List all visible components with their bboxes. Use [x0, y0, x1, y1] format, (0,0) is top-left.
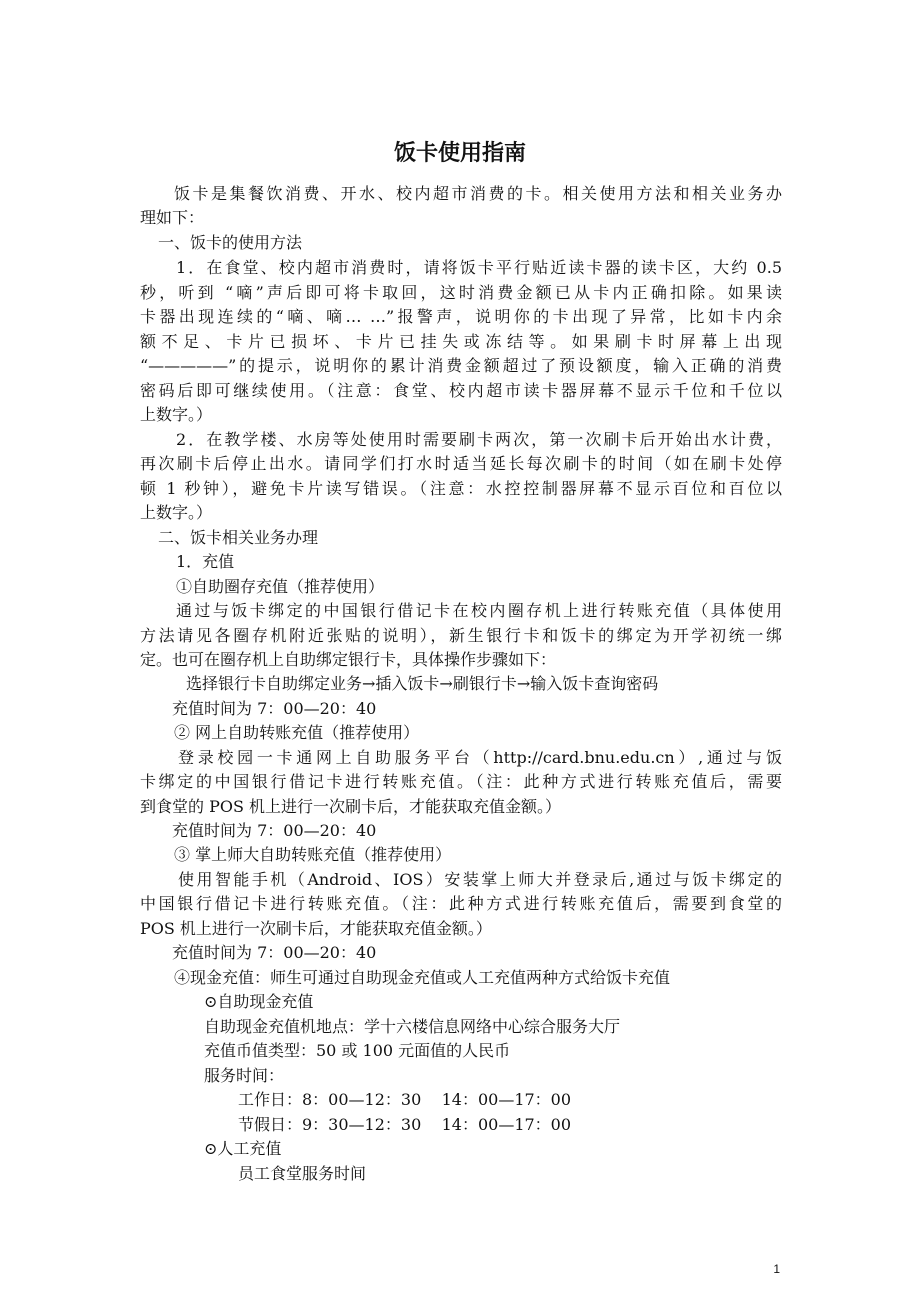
- schedule-line: 节假日：9：30—12：30 14：00—17：00: [238, 1115, 572, 1134]
- paragraph-line: 上数字。）: [140, 405, 213, 424]
- paragraph-line: 充值时间为 7：00—20：40: [172, 943, 377, 962]
- paragraph-line: 顿 1 秒钟），避免卡片读写错误。（注意：水控控制器屏幕不显示百位和百位以: [140, 479, 782, 498]
- paragraph-line: 秒，听到 “嘀”声后即可将卡取回，这时消费金额已从卡内正确扣除。如果读: [140, 283, 782, 302]
- item-heading: ③ 掌上师大自助转账充值（推荐使用）: [174, 845, 452, 864]
- paragraph-line: 到食堂的 POS 机上进行一次刷卡后，才能获取充值金额。）: [140, 797, 562, 816]
- paragraph-line: 使用智能手机（Android、IOS）安装掌上师大并登录后,通过与饭卡绑定的: [178, 870, 782, 889]
- paragraph-line: 充值币值类型：50 或 100 元面值的人民币: [204, 1041, 511, 1060]
- subsection-heading: 1．充值: [176, 552, 235, 571]
- paragraph-line: POS 机上进行一次刷卡后，才能获取充值金额。）: [140, 919, 492, 938]
- paragraph-line: 员工食堂服务时间: [238, 1164, 367, 1183]
- paragraph-line: 额不足、卡片已损坏、卡片已挂失或冻结等。如果刷卡时屏幕上出现: [140, 332, 782, 351]
- paragraph-line: 中国银行借记卡进行转账充值。（注：此种方式进行转账充值后，需要到食堂的: [140, 894, 782, 913]
- paragraph-line: 服务时间：: [204, 1066, 285, 1085]
- page-number: 1: [773, 1262, 780, 1276]
- subitem-heading: ⊙人工充值: [204, 1139, 282, 1158]
- paragraph-line: 选择银行卡自助绑定业务→插入饭卡→刷银行卡→输入饭卡查询密码: [186, 674, 659, 693]
- paragraph-line: 2．在教学楼、水房等处使用时需要刷卡两次，第一次刷卡后开始出水计费，: [176, 430, 782, 449]
- paragraph-line: “—————”的提示，说明你的累计消费金额超过了预设额度，输入正确的消费: [140, 356, 782, 375]
- paragraph-line: 饭卡是集餐饮消费、开水、校内超市消费的卡。相关使用方法和相关业务办: [174, 184, 782, 203]
- paragraph-line: 卡绑定的中国银行借记卡进行转账充值。（注：此种方式进行转账充值后，需要: [140, 772, 782, 791]
- paragraph-line: 定。也可在圈存机上自助绑定银行卡，具体操作步骤如下：: [140, 650, 557, 669]
- paragraph-line: 理如下：: [140, 208, 205, 227]
- item-heading: ①自助圈存充值（推荐使用）: [176, 577, 385, 596]
- paragraph-line: 1．在食堂、校内超市消费时，请将饭卡平行贴近读卡器的读卡区，大约 0.5: [176, 258, 782, 277]
- subitem-heading: ⊙自助现金充值: [204, 992, 314, 1011]
- paragraph-line: 自助现金充值机地点：学十六楼信息网络中心综合服务大厅: [204, 1017, 621, 1036]
- item-heading: ② 网上自助转账充值（推荐使用）: [174, 723, 420, 742]
- paragraph-line: 充值时间为 7：00—20：40: [172, 699, 377, 718]
- paragraph-line: 方法请见各圈存机附近张贴的说明），新生银行卡和饭卡的绑定为开学初统一绑: [140, 626, 782, 645]
- item-heading: ④现金充值：师生可通过自助现金充值或人工充值两种方式给饭卡充值: [174, 968, 671, 987]
- paragraph-line: 登录校园一卡通网上自助服务平台（http://card.bnu.edu.cn）,通过与饭: [178, 748, 782, 767]
- paragraph-line: 密码后即可继续使用。（注意：食堂、校内超市读卡器屏幕不显示千位和千位以: [140, 381, 782, 400]
- paragraph-line: 通过与饭卡绑定的中国银行借记卡在校内圈存机上进行转账充值（具体使用: [176, 601, 782, 620]
- section-heading: 一、饭卡的使用方法: [158, 233, 303, 252]
- paragraph-line: 充值时间为 7：00—20：40: [172, 821, 377, 840]
- paragraph-line: 再次刷卡后停止出水。请同学们打水时适当延长每次刷卡的时间（如在刷卡处停: [140, 454, 782, 473]
- paragraph-line: 卡器出现连续的“嘀、嘀… …”报警声，说明你的卡出现了异常，比如卡内余: [140, 307, 782, 326]
- paragraph-line: 上数字。）: [140, 503, 213, 522]
- section-heading: 二、饭卡相关业务办理: [158, 528, 319, 547]
- page-title: 饭卡使用指南: [393, 141, 526, 166]
- schedule-line: 工作日：8：00—12：30 14：00—17：00: [238, 1090, 572, 1109]
